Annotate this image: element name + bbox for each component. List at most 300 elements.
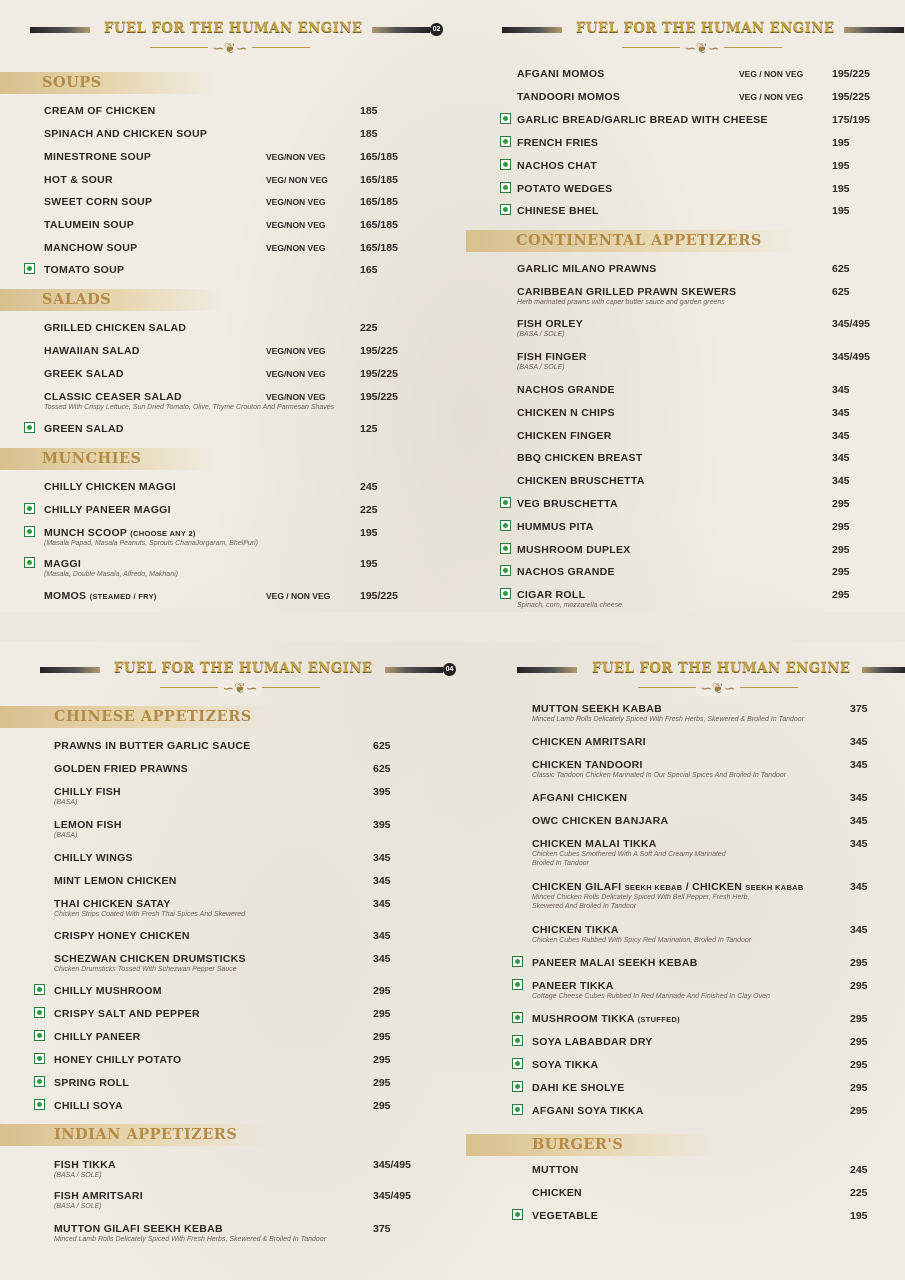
item-name xyxy=(44,105,156,117)
menu-item xyxy=(0,1100,452,1120)
item-name-text: MINESTRONE SOUP xyxy=(44,151,152,163)
menu-item xyxy=(452,475,904,495)
menu-item xyxy=(0,504,452,524)
item-name-text: GARLIC MILANO PRAWNS xyxy=(517,263,657,275)
item-name-text: SOYA TIKKA xyxy=(532,1059,599,1071)
veg-indicator-icon xyxy=(512,1012,523,1023)
menu-item xyxy=(452,544,904,564)
item-name xyxy=(54,953,246,965)
item-name-text: CHICKEN AMRITSARI xyxy=(532,736,646,748)
item-name xyxy=(517,318,583,330)
menu-item xyxy=(452,384,904,404)
item-name xyxy=(44,558,81,570)
veg-nonveg-label: VEG/NON VEG xyxy=(266,392,326,402)
item-name xyxy=(532,1187,582,1199)
item-name xyxy=(532,1036,653,1048)
menu-item xyxy=(452,318,904,338)
header-title: FUEL FOR THE HUMAN ENGINE xyxy=(592,660,851,676)
item-name xyxy=(44,481,176,493)
item-name-text: LEMON FISH xyxy=(54,819,122,831)
item-name-text: MUTTON SEEKH KABAB xyxy=(532,703,663,715)
item-price: 225 xyxy=(360,322,378,334)
item-price: 395 xyxy=(373,786,391,798)
item-name-text: NACHOS CHAT xyxy=(517,160,598,172)
item-name-text: BBQ CHICKEN BREAST xyxy=(517,452,643,464)
header-title: FUEL FOR THE HUMAN ENGINE xyxy=(104,20,363,36)
item-description: Spinach, corn, mozzarella cheese. xyxy=(517,602,624,609)
item-name xyxy=(44,151,151,163)
item-price: 345 xyxy=(832,384,850,396)
item-name xyxy=(54,1159,116,1171)
item-name xyxy=(54,985,162,997)
item-name xyxy=(517,183,613,195)
item-name-text: CHILLY FISH xyxy=(54,786,121,798)
item-name xyxy=(517,407,615,419)
item-price: 345 xyxy=(832,430,850,442)
item-name-text: MAGGI xyxy=(44,558,82,570)
item-name-text: CRISPY SALT AND PEPPER xyxy=(54,1008,200,1020)
item-description: (BASA / SOLE) xyxy=(517,364,565,371)
item-name-text: SCHEZWAN CHICKEN DRUMSTICKS xyxy=(54,953,246,965)
item-price: 295 xyxy=(850,1105,868,1117)
item-name-text: PRAWNS IN BUTTER GARLIC SAUCE xyxy=(54,740,251,752)
item-name xyxy=(532,838,657,850)
item-name xyxy=(532,759,643,771)
item-price: 295 xyxy=(832,566,850,578)
item-name xyxy=(517,384,615,396)
item-name-text: CHICKEN N CHIPS xyxy=(517,407,615,419)
item-name-text: CHICKEN MALAI TIKKA xyxy=(532,838,657,850)
item-description: Herb marinated prawns with caper butter sauce and garden greens xyxy=(517,299,725,306)
menu-page-4 xyxy=(452,640,904,1280)
item-name-text: CREAM OF CHICKEN xyxy=(44,105,156,117)
item-name-text: HAWAIIAN SALAD xyxy=(44,345,140,357)
item-name xyxy=(517,137,598,149)
item-name-text: FISH AMRITSARI xyxy=(54,1190,143,1202)
item-name xyxy=(517,160,597,172)
item-note: (STEAMED / FRY) xyxy=(89,592,157,601)
item-name xyxy=(517,68,605,80)
item-name-text: CHILLY PANEER MAGGI xyxy=(44,504,171,516)
veg-indicator-icon xyxy=(34,1053,45,1064)
item-price: 295 xyxy=(373,985,391,997)
item-name-text: AFGANI SOYA TIKKA xyxy=(532,1105,644,1117)
item-price: 345 xyxy=(850,792,868,804)
item-name xyxy=(44,196,152,208)
menu-page-1 xyxy=(0,0,452,640)
item-description: (BASA) xyxy=(54,832,78,839)
item-name xyxy=(532,815,668,827)
item-name-text: HONEY CHILLY POTATO xyxy=(54,1054,182,1066)
item-name-text: MOMOS xyxy=(44,590,87,602)
menu-item xyxy=(0,558,452,578)
item-name-text: TANDOORI MOMOS xyxy=(517,91,621,103)
item-name xyxy=(54,1054,181,1066)
item-description: Classic Tandoori Chicken Marinated In Our Special Spices And Broiled In Tandoor xyxy=(532,772,787,779)
menu-item xyxy=(0,322,452,342)
item-name-text: NACHOS GRANDE xyxy=(517,384,615,396)
item-name-text: MUNCH SCOOP xyxy=(44,527,128,539)
item-price: 345 xyxy=(373,852,391,864)
item-name-text: MANCHOW SOUP xyxy=(44,242,138,254)
menu-item xyxy=(0,527,452,547)
item-name xyxy=(54,1008,200,1020)
page-number-badge: 04 xyxy=(443,663,456,676)
item-name xyxy=(517,286,736,298)
item-name-text: SPRING ROLL xyxy=(54,1077,130,1089)
menu-item xyxy=(452,430,904,450)
item-price: 165/185 xyxy=(360,219,398,231)
item-price: 295 xyxy=(850,1036,868,1048)
item-name-text: CRISPY HONEY CHICKEN xyxy=(54,930,190,942)
item-description: (Masala Papad, Masala Peanuts, Sprouts ChanaJorgaram, BhelPuri) xyxy=(44,540,258,547)
item-note: SEEKH KEBAB xyxy=(624,883,683,892)
header-rule-left xyxy=(502,27,562,33)
item-name xyxy=(517,566,615,578)
item-name-text: POTATO WEDGES xyxy=(517,183,613,195)
item-price: 345 xyxy=(832,452,850,464)
veg-nonveg-label: VEG/NON VEG xyxy=(266,197,326,207)
item-name-text: CLASSIC CEASER SALAD xyxy=(44,391,182,403)
menu-item xyxy=(0,368,452,388)
item-name xyxy=(54,852,133,864)
item-name-text: CARIBBEAN GRILLED PRAWN SKEWERS xyxy=(517,286,737,298)
item-name xyxy=(54,1190,143,1202)
item-price: 345 xyxy=(832,407,850,419)
item-name-text: GREEK SALAD xyxy=(44,368,124,380)
veg-indicator-icon xyxy=(24,526,35,537)
header-ornament xyxy=(638,680,798,696)
section-header xyxy=(0,448,215,470)
menu-item xyxy=(452,452,904,472)
section-title: INDIAN APPETIZERS xyxy=(54,1126,238,1143)
menu-item xyxy=(0,1008,452,1028)
menu-page-2 xyxy=(452,0,904,640)
item-name xyxy=(517,205,599,217)
item-price: 345 xyxy=(832,475,850,487)
item-name-text: MINT LEMON CHICKEN xyxy=(54,875,177,887)
item-name xyxy=(532,1164,579,1176)
veg-indicator-icon xyxy=(24,422,35,433)
item-name-text: FRENCH FRIES xyxy=(517,137,599,149)
item-description: (BASA / SOLE) xyxy=(54,1172,102,1179)
item-description: Chicken Cubes Smothered With A Soft And Creamy Marinated xyxy=(532,851,726,858)
section-header xyxy=(466,1134,716,1156)
item-price: 195 xyxy=(832,205,850,217)
veg-indicator-icon xyxy=(24,557,35,568)
item-name xyxy=(44,264,124,276)
header-rule-left xyxy=(40,667,100,673)
section-title: SALADS xyxy=(42,291,112,308)
item-price: 395 xyxy=(373,819,391,831)
item-price: 165/185 xyxy=(360,151,398,163)
menu-item xyxy=(0,174,452,194)
item-price: 295 xyxy=(850,957,868,969)
menu-item xyxy=(0,898,452,918)
item-price: 345 xyxy=(850,881,868,893)
veg-indicator-icon xyxy=(500,520,511,531)
menu-item xyxy=(0,1190,452,1210)
page-header xyxy=(452,640,904,704)
menu-item xyxy=(452,566,904,586)
veg-indicator-icon xyxy=(512,1035,523,1046)
menu-item xyxy=(452,91,904,111)
menu-item xyxy=(0,590,452,610)
item-name xyxy=(532,1059,598,1071)
item-description: (BASA) xyxy=(54,799,78,806)
item-price: 165/185 xyxy=(360,242,398,254)
menu-item xyxy=(0,391,452,411)
item-name xyxy=(54,786,121,798)
item-price: 345 xyxy=(850,759,868,771)
item-price: 165 xyxy=(360,264,378,276)
veg-indicator-icon xyxy=(500,136,511,147)
item-description: Broiled In Tandoor xyxy=(532,860,589,867)
item-price: 625 xyxy=(373,740,391,752)
item-price: 345 xyxy=(850,924,868,936)
item-price: 295 xyxy=(373,1031,391,1043)
veg-indicator-icon xyxy=(34,1076,45,1087)
item-price: 195 xyxy=(360,558,378,570)
item-description: Minced Lamb Rolls Delicately Spiced With Fresh Herbs, Skewered & Broiled In Tandoor xyxy=(532,716,805,723)
menu-item xyxy=(0,763,452,783)
item-name-text: THAI CHICKEN SATAY xyxy=(54,898,171,910)
item-price: 625 xyxy=(832,263,850,275)
ornament-glyph: ∽❦∽ xyxy=(218,680,261,696)
item-name xyxy=(54,763,188,775)
veg-nonveg-label: VEG / NON VEG xyxy=(739,92,804,102)
menu-item xyxy=(452,759,904,779)
item-name-text: NACHOS GRANDE xyxy=(517,566,615,578)
item-name xyxy=(517,589,585,601)
veg-indicator-icon xyxy=(500,565,511,576)
menu-item xyxy=(452,286,904,306)
item-price: 195/225 xyxy=(832,68,870,80)
item-name xyxy=(517,475,645,487)
menu-item xyxy=(452,957,904,977)
menu-item xyxy=(0,196,452,216)
item-name xyxy=(54,1031,141,1043)
item-price: 295 xyxy=(373,1054,391,1066)
item-price: 345/495 xyxy=(373,1159,411,1171)
item-name xyxy=(532,881,804,893)
header-rule-right xyxy=(844,27,904,33)
veg-indicator-icon xyxy=(24,503,35,514)
menu-item xyxy=(0,875,452,895)
item-name-text: FISH FINGER xyxy=(517,351,587,363)
item-name xyxy=(44,219,134,231)
veg-indicator-icon xyxy=(512,956,523,967)
item-name-text: MUSHROOM DUPLEX xyxy=(517,544,631,556)
item-price: 245 xyxy=(360,481,378,493)
item-name-text: CHICKEN TANDOORI xyxy=(532,759,643,771)
item-name-text: CHILLY CHICKEN MAGGI xyxy=(44,481,177,493)
item-price: 175/195 xyxy=(832,114,870,126)
menu-item xyxy=(452,521,904,541)
item-name-text: SOYA LABABDAR DRY xyxy=(532,1036,653,1048)
menu-item xyxy=(0,345,452,365)
item-price: 225 xyxy=(850,1187,868,1199)
veg-nonveg-label: VEG / NON VEG xyxy=(739,69,804,79)
item-name-text: MUSHROOM TIKKA xyxy=(532,1013,635,1025)
item-price: 625 xyxy=(373,763,391,775)
section-header xyxy=(466,230,796,252)
item-price: 295 xyxy=(832,544,850,556)
menu-item xyxy=(452,1013,904,1033)
item-name-text: CHICKEN FINGER xyxy=(517,430,612,442)
item-price: 295 xyxy=(850,1082,868,1094)
item-price: 295 xyxy=(832,521,850,533)
item-name-text: GREEN SALAD xyxy=(44,423,124,435)
item-name-text: / CHICKEN xyxy=(682,881,743,893)
menu-item xyxy=(452,1059,904,1079)
item-name xyxy=(532,957,698,969)
item-name xyxy=(54,875,177,887)
veg-indicator-icon xyxy=(500,113,511,124)
item-price: 345/495 xyxy=(832,351,870,363)
header-rule-right xyxy=(385,667,443,673)
item-name xyxy=(517,114,768,126)
item-price: 225 xyxy=(360,504,378,516)
item-name xyxy=(532,792,627,804)
item-name xyxy=(517,544,631,556)
section-header xyxy=(0,706,275,728)
item-price: 295 xyxy=(373,1077,391,1089)
veg-indicator-icon xyxy=(512,1209,523,1220)
menu-item xyxy=(452,736,904,756)
item-name-text: MUTTON xyxy=(532,1164,579,1176)
item-price: 195/225 xyxy=(360,590,398,602)
item-price: 345 xyxy=(373,875,391,887)
item-name xyxy=(54,1223,223,1235)
menu-item xyxy=(0,1077,452,1097)
item-name xyxy=(54,819,122,831)
veg-indicator-icon xyxy=(512,979,523,990)
item-price: 345 xyxy=(850,815,868,827)
menu-item xyxy=(0,852,452,872)
item-name-text: GOLDEN FRIED PRAWNS xyxy=(54,763,189,775)
menu-item xyxy=(452,881,904,910)
header-title: FUEL FOR THE HUMAN ENGINE xyxy=(576,20,835,36)
item-price: 295 xyxy=(850,980,868,992)
item-name xyxy=(44,174,113,186)
item-description: (Masala, Double Masala, Alfredo, Makhani) xyxy=(44,571,178,578)
item-price: 195 xyxy=(832,137,850,149)
menu-item xyxy=(452,1082,904,1102)
item-name-text: AFGANI MOMOS xyxy=(517,68,605,80)
item-price: 295 xyxy=(850,1059,868,1071)
page-number-badge: 02 xyxy=(430,23,443,36)
menu-item xyxy=(0,128,452,148)
item-name xyxy=(54,930,190,942)
ornament-glyph: ∽❦∽ xyxy=(208,40,251,56)
menu-item xyxy=(452,703,904,723)
item-description: Skewered And Broiled In Tandoor xyxy=(532,903,637,910)
item-price: 185 xyxy=(360,105,378,117)
item-price: 625 xyxy=(832,286,850,298)
item-price: 345 xyxy=(373,953,391,965)
item-price: 195/225 xyxy=(360,368,398,380)
menu-item xyxy=(452,838,904,867)
veg-indicator-icon xyxy=(500,588,511,599)
item-name-text: CHILLY PANEER xyxy=(54,1031,141,1043)
menu-item xyxy=(0,1031,452,1051)
item-description: (BASA / SOLE) xyxy=(54,1203,102,1210)
item-name xyxy=(517,498,618,510)
page-header xyxy=(0,0,452,64)
item-price: 195 xyxy=(832,160,850,172)
veg-nonveg-label: VEG/NON VEG xyxy=(266,346,326,356)
veg-indicator-icon xyxy=(34,1007,45,1018)
item-name xyxy=(44,128,207,140)
item-name-text: CHICKEN TIKKA xyxy=(532,924,619,936)
item-name xyxy=(44,242,137,254)
menu-item xyxy=(452,792,904,812)
header-rule-right xyxy=(372,27,430,33)
item-name xyxy=(44,590,157,602)
menu-item xyxy=(452,68,904,88)
menu-item xyxy=(0,1223,452,1243)
item-name-text: VEG BRUSCHETTA xyxy=(517,498,618,510)
item-description: Cottage Cheese Cubes Rubbed In Red Marinade And Finished In Clay Oven xyxy=(532,993,770,1000)
veg-nonveg-label: VEG / NON VEG xyxy=(266,591,331,601)
veg-indicator-icon xyxy=(500,159,511,170)
item-name xyxy=(532,924,619,936)
item-name xyxy=(44,345,140,357)
item-name-text: CHILLY WINGS xyxy=(54,852,133,864)
item-description: Tossed With Crispy Lettuce, Sun Dried Tomato, Olive, Thyme Crouton And Parmesan Shaves xyxy=(44,404,335,411)
veg-indicator-icon xyxy=(500,543,511,554)
veg-indicator-icon xyxy=(34,1099,45,1110)
item-name-text: FISH ORLEY xyxy=(517,318,584,330)
item-price: 295 xyxy=(832,498,850,510)
item-name xyxy=(532,1082,625,1094)
item-price: 195/225 xyxy=(832,91,870,103)
header-ornament xyxy=(160,680,320,696)
menu-item xyxy=(0,219,452,239)
menu-item xyxy=(452,160,904,180)
item-note: (CHOOSE ANY 2) xyxy=(130,529,196,538)
menu-item xyxy=(452,980,904,1000)
item-price: 165/185 xyxy=(360,174,398,186)
item-name-text: PANEER MALAI SEEKH KEBAB xyxy=(532,957,698,969)
item-name xyxy=(532,1105,644,1117)
item-name xyxy=(54,1077,129,1089)
section-header xyxy=(0,289,225,311)
menu-item xyxy=(452,815,904,835)
item-note: (STUFFED) xyxy=(637,1015,680,1024)
item-price: 345 xyxy=(850,838,868,850)
menu-item xyxy=(0,423,452,443)
header-rule-left xyxy=(517,667,577,673)
header-rule-right xyxy=(862,667,905,673)
item-name-text: SPINACH AND CHICKEN SOUP xyxy=(44,128,208,140)
item-name xyxy=(44,322,186,334)
veg-nonveg-label: VEG/ NON VEG xyxy=(266,175,328,185)
menu-item xyxy=(0,481,452,501)
item-price: 345 xyxy=(850,736,868,748)
menu-item xyxy=(0,264,452,284)
item-name-text: AFGANI CHICKEN xyxy=(532,792,628,804)
item-name-text: CIGAR ROLL xyxy=(517,589,586,601)
veg-indicator-icon xyxy=(512,1081,523,1092)
menu-item xyxy=(452,924,904,944)
item-name-text: TALUMEIN SOUP xyxy=(44,219,135,231)
section-title: MUNCHIES xyxy=(42,450,142,467)
item-name-text: MUTTON GILAFI SEEKH KEBAB xyxy=(54,1223,223,1235)
item-price: 125 xyxy=(360,423,378,435)
item-name-text: PANEER TIKKA xyxy=(532,980,614,992)
